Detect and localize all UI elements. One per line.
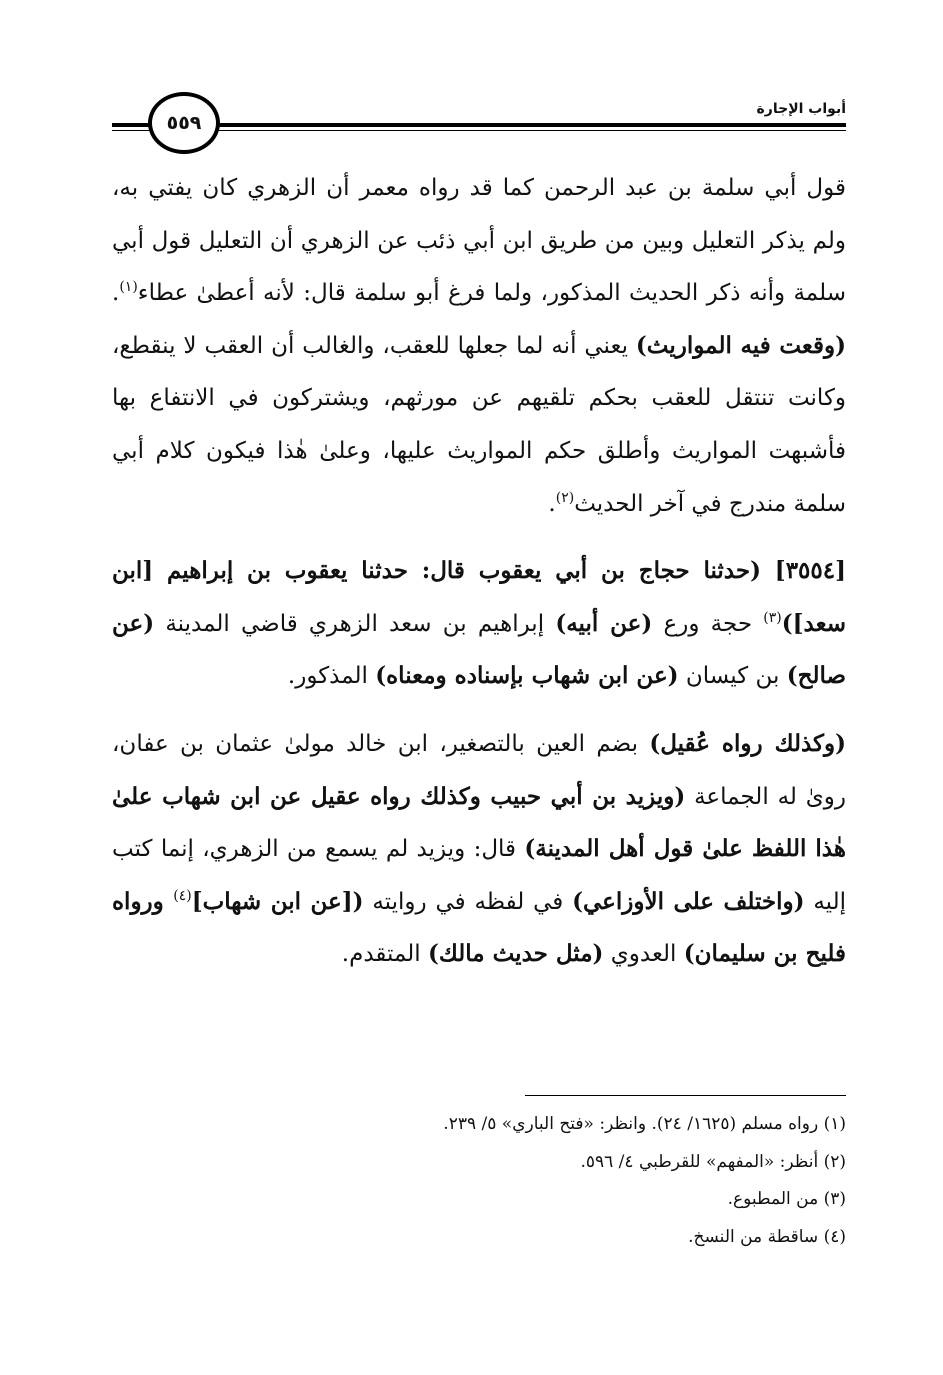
footnote-3: (٣) من المطبوع.	[727, 1189, 846, 1210]
page-number-badge	[148, 92, 220, 154]
footnote-separator	[525, 1095, 846, 1096]
page-header	[112, 92, 846, 156]
bold-text-run: (عن ابن شهاب بإسناده ومعناه)	[375, 662, 679, 690]
footnotes	[112, 1106, 846, 1257]
bold-text-run: (واختلف على الأوزاعي)	[572, 887, 805, 915]
text-run: قال: ويزيد لم يسمع من الزهري، إنما كتب إليه	[112, 836, 847, 915]
header-rule-thick	[112, 123, 846, 127]
footnote-4: (٤) ساقطة من النسخ.	[688, 1227, 846, 1248]
paragraph-1	[112, 162, 846, 530]
paragraph-3	[112, 718, 846, 981]
footnote-marker: (٣)	[763, 609, 782, 626]
bold-text-run: (ويزيد بن أبي حبيب وكذلك رواه عقيل عن ابن شهاب علىٰ هٰذا اللفظ علىٰ قول أهل المدينة)	[112, 782, 846, 863]
main-text	[112, 162, 846, 981]
text-run: قول أبي سلمة بن عبد الرحمن كما قد رواه معمر أن الزهري كان يفتي به، ولم يذكر التعليل وبين من طريق ابن أبي ذئب عن الزهري أن التعليل قول أبي سلمة وأنه ذكر الحديث المذكور، ولما فرغ أبو سلمة قال: لأنه أعطىٰ عطاء	[112, 175, 846, 307]
paragraph-2	[112, 545, 846, 703]
bold-text-run: (وكذلك رواه عُقيل)	[649, 729, 846, 757]
text-run: في لفظه في روايته	[363, 888, 573, 915]
text-run: بضم العين بالتصغير، ابن خالد مولىٰ عثمان بن عفان، روىٰ له الجماعة	[112, 730, 846, 810]
footnote-marker: (٤)	[173, 887, 192, 904]
running-title: أبواب الإجارة	[751, 101, 846, 117]
page-number: ٥٥٩	[166, 112, 202, 134]
bold-text-run: (عن صالح)	[112, 609, 846, 690]
footnote-marker: (٢)	[555, 489, 575, 506]
bold-text-run: (عن أبيه)	[555, 609, 653, 637]
text-run: المتقدم.	[341, 941, 428, 968]
header-rule-thin	[112, 130, 846, 131]
text-run: .	[548, 490, 556, 517]
text-run: إبراهيم بن سعد الزهري قاضي المدينة	[154, 610, 556, 637]
text-run: العدوي	[603, 941, 684, 968]
text-run: المذكور.	[287, 663, 376, 690]
text-run: .	[112, 280, 120, 307]
footnote-1: (١) رواه مسلم (١٦٢٥/ ٢٤). وانظر: «فتح الباري» ٥/ ٢٣٩.	[443, 1114, 846, 1134]
footnote-marker: (١)	[119, 279, 138, 296]
bold-text-run: (وقعت فيه المواريث)	[635, 331, 846, 359]
bold-text-run: ([عن ابن شهاب]	[191, 887, 364, 915]
bold-text-run: ورواه فليح بن سليمان)	[112, 887, 846, 968]
text-run: بن كيسان	[678, 663, 787, 690]
text-run: حجة ورع	[652, 610, 764, 637]
text-run: يعني أنه لما جعلها للعقب، والغالب أن العقب لا ينقطع، وكانت تنتقل للعقب بحكم تلقيهم عن مورثهم، ويشتركون في الانتفاع بها فأشبهت المواريث وأطلق حكم المواريث عليها، وعلىٰ هٰذا فيكون كلام أبي سلمة مندرج في آخر الحديث	[112, 332, 846, 517]
footnote-2: (٢) أنظر: «المفهم» للقرطبي ٤/ ٥٩٦.	[580, 1151, 846, 1172]
bold-text-run: [٣٥٥٤] (حدثنا حجاج بن أبي يعقوب قال: حدثنا يعقوب بن إبراهيم [ابن سعد])	[112, 557, 846, 637]
bold-text-run: (مثل حديث مالك)	[427, 940, 604, 968]
